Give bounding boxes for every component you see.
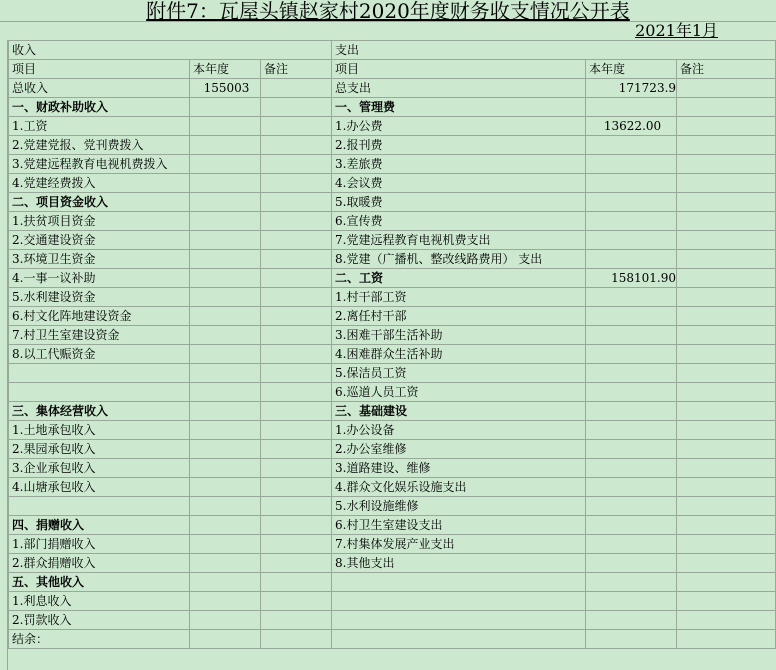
income-note-cell[interactable] (261, 611, 332, 630)
expense-item-cell[interactable]: 4.群众文化娱乐设施支出 (332, 478, 586, 497)
income-note-cell[interactable] (261, 250, 332, 269)
table-row (9, 554, 776, 573)
total-expense-note[interactable] (677, 79, 776, 98)
income-note-cell[interactable] (261, 193, 332, 212)
expense-note-cell[interactable] (677, 383, 776, 402)
expense-year-cell[interactable] (586, 554, 677, 573)
expense-item-cell[interactable] (332, 592, 586, 611)
income-item-cell[interactable]: 3.党建远程教育电视机费拨入 (9, 155, 190, 174)
income-year-cell[interactable] (190, 250, 261, 269)
table-row (9, 155, 776, 174)
expense-item-cell[interactable]: 三、基础建设 (332, 402, 586, 421)
income-year-cell[interactable] (190, 402, 261, 421)
income-year-cell[interactable] (190, 421, 261, 440)
income-item-cell[interactable]: 3.企业承包收入 (9, 459, 190, 478)
table-row (9, 269, 776, 288)
income-note-cell[interactable] (261, 307, 332, 326)
total-income-label[interactable]: 总收入 (9, 79, 190, 98)
income-note-cell[interactable] (261, 516, 332, 535)
table-row (9, 326, 776, 345)
income-note-cell[interactable] (261, 345, 332, 364)
income-item-cell[interactable] (9, 497, 190, 516)
income-item-cell[interactable]: 8.以工代赈资金 (9, 345, 190, 364)
income-year-cell[interactable] (190, 117, 261, 136)
table-row (9, 288, 776, 307)
income-item-cell[interactable]: 1.土地承包收入 (9, 421, 190, 440)
income-item-cell[interactable]: 1.部门捐赠收入 (9, 535, 190, 554)
income-year-cell[interactable] (190, 193, 261, 212)
income-note-cell[interactable] (261, 155, 332, 174)
table-row (9, 421, 776, 440)
table-row (9, 440, 776, 459)
table-row (9, 307, 776, 326)
expense-note-cell[interactable] (677, 554, 776, 573)
table-row (9, 364, 776, 383)
expense-note-cell[interactable] (677, 364, 776, 383)
income-item-cell[interactable]: 2.果园承包收入 (9, 440, 190, 459)
income-year-cell[interactable] (190, 478, 261, 497)
income-year-cell[interactable] (190, 269, 261, 288)
expense-item-cell[interactable]: 2.报刊费 (332, 136, 586, 155)
table-row (9, 250, 776, 269)
detail-rows (9, 98, 776, 630)
expense-item-cell[interactable]: 7.村集体发展产业支出 (332, 535, 586, 554)
expense-item-cell[interactable]: 6.村卫生室建设支出 (332, 516, 586, 535)
income-note-cell[interactable] (261, 383, 332, 402)
table-row (9, 573, 776, 592)
expense-year-cell[interactable] (586, 98, 677, 117)
income-note-cell[interactable] (261, 459, 332, 478)
expense-year-cell[interactable] (586, 155, 677, 174)
expense-note-cell[interactable] (677, 212, 776, 231)
expense-note-cell[interactable] (677, 573, 776, 592)
expense-year-cell[interactable] (586, 193, 677, 212)
income-year-cell[interactable] (190, 231, 261, 250)
footer-row (9, 630, 776, 649)
expense-year-cell[interactable] (586, 497, 677, 516)
expense-year-cell[interactable] (586, 573, 677, 592)
income-item-cell[interactable]: 2.党建党报、党刊费拨入 (9, 136, 190, 155)
income-year-cell[interactable] (190, 364, 261, 383)
section-income-label: 收入 (12, 43, 37, 57)
income-note-cell[interactable] (261, 288, 332, 307)
income-item-cell[interactable]: 一、财政补助收入 (9, 98, 190, 117)
table-row (9, 611, 776, 630)
expense-note-cell[interactable] (677, 421, 776, 440)
expense-year-cell[interactable] (586, 459, 677, 478)
expense-year-cell[interactable] (586, 231, 677, 250)
footer-expense-note[interactable] (677, 630, 776, 649)
expense-year-cell[interactable] (586, 250, 677, 269)
income-note-cell[interactable] (261, 497, 332, 516)
balance-label[interactable]: 结余： (9, 630, 190, 649)
income-year-cell[interactable] (190, 326, 261, 345)
income-year-cell[interactable] (190, 212, 261, 231)
header-income-item[interactable]: 项目 (9, 60, 190, 79)
expense-note-cell[interactable] (677, 459, 776, 478)
expense-note-cell[interactable] (677, 345, 776, 364)
income-item-cell[interactable]: 四、捐赠收入 (9, 516, 190, 535)
expense-year-cell[interactable] (586, 174, 677, 193)
table-row (9, 98, 776, 117)
income-item-cell[interactable] (9, 364, 190, 383)
income-note-cell[interactable] (261, 98, 332, 117)
section-income-cell[interactable] (9, 41, 332, 60)
expense-note-cell[interactable] (677, 535, 776, 554)
expense-year-cell[interactable] (586, 611, 677, 630)
table-row (9, 592, 776, 611)
header-income-note[interactable]: 备注 (261, 60, 332, 79)
expense-note-cell[interactable] (677, 174, 776, 193)
header-expense-note[interactable]: 备注 (677, 60, 776, 79)
income-item-cell[interactable]: 7.村卫生室建设资金 (9, 326, 190, 345)
table-row (9, 478, 776, 497)
income-note-cell[interactable] (261, 364, 332, 383)
income-note-cell[interactable] (261, 136, 332, 155)
expense-item-cell[interactable]: 3.差旅费 (332, 155, 586, 174)
table-row (9, 193, 776, 212)
table-row (9, 174, 776, 193)
income-year-cell[interactable] (190, 554, 261, 573)
expense-year-cell[interactable]: 158101.90 (586, 269, 677, 288)
expense-item-cell[interactable] (332, 611, 586, 630)
expense-item-cell[interactable]: 2.办公室维修 (332, 440, 586, 459)
expense-note-cell[interactable] (677, 516, 776, 535)
income-note-cell[interactable] (261, 231, 332, 250)
income-year-cell[interactable] (190, 573, 261, 592)
expense-item-cell[interactable]: 6.宣传费 (332, 212, 586, 231)
total-expense-label[interactable]: 总支出 (332, 79, 586, 98)
income-year-cell[interactable] (190, 516, 261, 535)
table-row (9, 535, 776, 554)
expense-year-cell[interactable] (586, 478, 677, 497)
income-item-cell[interactable]: 6.村文化阵地建设资金 (9, 307, 190, 326)
expense-note-cell[interactable] (677, 326, 776, 345)
income-note-cell[interactable] (261, 554, 332, 573)
header-expense-year[interactable]: 本年度 (586, 60, 677, 79)
totals-row (9, 79, 776, 98)
expense-year-cell[interactable] (586, 516, 677, 535)
balance-note[interactable] (261, 630, 332, 649)
expense-item-cell[interactable]: 4.困难群众生活补助 (332, 345, 586, 364)
income-year-cell[interactable] (190, 174, 261, 193)
balance-value[interactable] (190, 630, 261, 649)
income-item-cell[interactable]: 2.群众捐赠收入 (9, 554, 190, 573)
expense-year-cell[interactable] (586, 592, 677, 611)
income-item-cell[interactable]: 三、集体经营收入 (9, 402, 190, 421)
expense-item-cell[interactable]: 5.保洁员工资 (332, 364, 586, 383)
income-item-cell[interactable]: 二、项目资金收入 (9, 193, 190, 212)
expense-year-cell[interactable] (586, 421, 677, 440)
income-item-cell[interactable]: 4.党建经费拨入 (9, 174, 190, 193)
table-row (9, 231, 776, 250)
header-income-year[interactable]: 本年度 (190, 60, 261, 79)
income-year-cell[interactable] (190, 345, 261, 364)
income-item-cell[interactable]: 1.扶贫项目资金 (9, 212, 190, 231)
income-item-cell[interactable] (9, 383, 190, 402)
header-expense-item[interactable]: 项目 (332, 60, 586, 79)
total-income-value[interactable]: 155003 (190, 79, 261, 98)
expense-note-cell[interactable] (677, 611, 776, 630)
income-year-cell[interactable] (190, 155, 261, 174)
footer-expense-item[interactable] (332, 630, 586, 649)
table-row (9, 497, 776, 516)
expense-item-cell[interactable]: 2.离任村干部 (332, 307, 586, 326)
income-year-cell[interactable] (190, 98, 261, 117)
footer-expense-year[interactable] (586, 630, 677, 649)
table-row (9, 516, 776, 535)
income-item-cell[interactable]: 5.水利建设资金 (9, 288, 190, 307)
expense-note-cell[interactable] (677, 440, 776, 459)
section-row (9, 41, 776, 60)
expense-year-cell[interactable] (586, 535, 677, 554)
expense-item-cell[interactable]: 1.办公费 (332, 117, 586, 136)
expense-item-cell[interactable]: 8.党建（广播机、整改线路费用） 支出 (332, 250, 586, 269)
table-row (9, 136, 776, 155)
expense-item-cell[interactable]: 8.其他支出 (332, 554, 586, 573)
expense-item-cell[interactable]: 5.取暖费 (332, 193, 586, 212)
expense-year-cell[interactable] (586, 288, 677, 307)
expense-note-cell[interactable] (677, 288, 776, 307)
expense-item-cell[interactable] (332, 573, 586, 592)
income-year-cell[interactable] (190, 383, 261, 402)
table-row (9, 117, 776, 136)
section-expense-label: 支出 (335, 43, 360, 57)
expense-item-cell[interactable]: 1.办公设备 (332, 421, 586, 440)
expense-year-cell[interactable] (586, 364, 677, 383)
report-date: 2021年1月 (635, 21, 718, 40)
expense-item-cell[interactable]: 一、管理费 (332, 98, 586, 117)
income-year-cell[interactable] (190, 611, 261, 630)
income-note-cell[interactable] (261, 592, 332, 611)
income-item-cell[interactable]: 2.交通建设资金 (9, 231, 190, 250)
income-item-cell[interactable]: 4.山塘承包收入 (9, 478, 190, 497)
expense-note-cell[interactable] (677, 193, 776, 212)
expense-year-cell[interactable] (586, 326, 677, 345)
table-row (9, 345, 776, 364)
expense-item-cell[interactable]: 6.巡道人员工资 (332, 383, 586, 402)
income-note-cell[interactable] (261, 212, 332, 231)
income-item-cell[interactable]: 4.一事一议补助 (9, 269, 190, 288)
finance-table (8, 40, 776, 649)
income-year-cell[interactable] (190, 440, 261, 459)
expense-item-cell[interactable]: 1.村干部工资 (332, 288, 586, 307)
row-gutter (0, 40, 8, 670)
expense-item-cell[interactable]: 5.水利设施维修 (332, 497, 586, 516)
expense-item-cell[interactable]: 二、工资 (332, 269, 586, 288)
page-title: 附件7：瓦屋头镇赵家村2020年度财务收支情况公开表 (0, 0, 776, 22)
expense-year-cell[interactable] (586, 136, 677, 155)
income-note-cell[interactable] (261, 402, 332, 421)
income-note-cell[interactable] (261, 440, 332, 459)
expense-note-cell[interactable] (677, 250, 776, 269)
income-note-cell[interactable] (261, 174, 332, 193)
expense-item-cell[interactable]: 3.困难干部生活补助 (332, 326, 586, 345)
expense-note-cell[interactable] (677, 592, 776, 611)
expense-year-cell[interactable] (586, 402, 677, 421)
section-expense-cell[interactable] (332, 41, 776, 60)
table-row (9, 459, 776, 478)
expense-year-cell[interactable] (586, 345, 677, 364)
income-note-cell[interactable] (261, 269, 332, 288)
expense-year-cell[interactable]: 13622.00 (586, 117, 677, 136)
income-note-cell[interactable] (261, 535, 332, 554)
income-item-cell[interactable]: 五、其他收入 (9, 573, 190, 592)
income-item-cell[interactable]: 3.环境卫生资金 (9, 250, 190, 269)
expense-item-cell[interactable]: 3.道路建设、维修 (332, 459, 586, 478)
expense-note-cell[interactable] (677, 307, 776, 326)
expense-note-cell[interactable] (677, 98, 776, 117)
expense-year-cell[interactable] (586, 383, 677, 402)
expense-note-cell[interactable] (677, 497, 776, 516)
expense-note-cell[interactable] (677, 117, 776, 136)
income-year-cell[interactable] (190, 535, 261, 554)
expense-year-cell[interactable] (586, 307, 677, 326)
income-item-cell[interactable]: 1.工资 (9, 117, 190, 136)
expense-note-cell[interactable] (677, 231, 776, 250)
expense-note-cell[interactable] (677, 136, 776, 155)
total-income-note[interactable] (261, 79, 332, 98)
income-note-cell[interactable] (261, 421, 332, 440)
expense-note-cell[interactable] (677, 478, 776, 497)
table-row (9, 212, 776, 231)
expense-note-cell[interactable] (677, 155, 776, 174)
income-item-cell[interactable]: 1.利息收入 (9, 592, 190, 611)
expense-year-cell[interactable] (586, 212, 677, 231)
income-year-cell[interactable] (190, 592, 261, 611)
income-item-cell[interactable]: 2.罚款收入 (9, 611, 190, 630)
total-expense-value[interactable]: 171723.9 (586, 79, 677, 98)
expense-item-cell[interactable]: 7.党建远程教育电视机费支出 (332, 231, 586, 250)
income-note-cell[interactable] (261, 117, 332, 136)
expense-year-cell[interactable] (586, 440, 677, 459)
income-year-cell[interactable] (190, 307, 261, 326)
income-note-cell[interactable] (261, 326, 332, 345)
expense-note-cell[interactable] (677, 269, 776, 288)
header-row (9, 60, 776, 79)
expense-item-cell[interactable]: 4.会议费 (332, 174, 586, 193)
table-row (9, 383, 776, 402)
income-year-cell[interactable] (190, 459, 261, 478)
table-row (9, 402, 776, 421)
income-year-cell[interactable] (190, 288, 261, 307)
income-year-cell[interactable] (190, 497, 261, 516)
income-note-cell[interactable] (261, 573, 332, 592)
expense-note-cell[interactable] (677, 402, 776, 421)
income-note-cell[interactable] (261, 478, 332, 497)
income-year-cell[interactable] (190, 136, 261, 155)
